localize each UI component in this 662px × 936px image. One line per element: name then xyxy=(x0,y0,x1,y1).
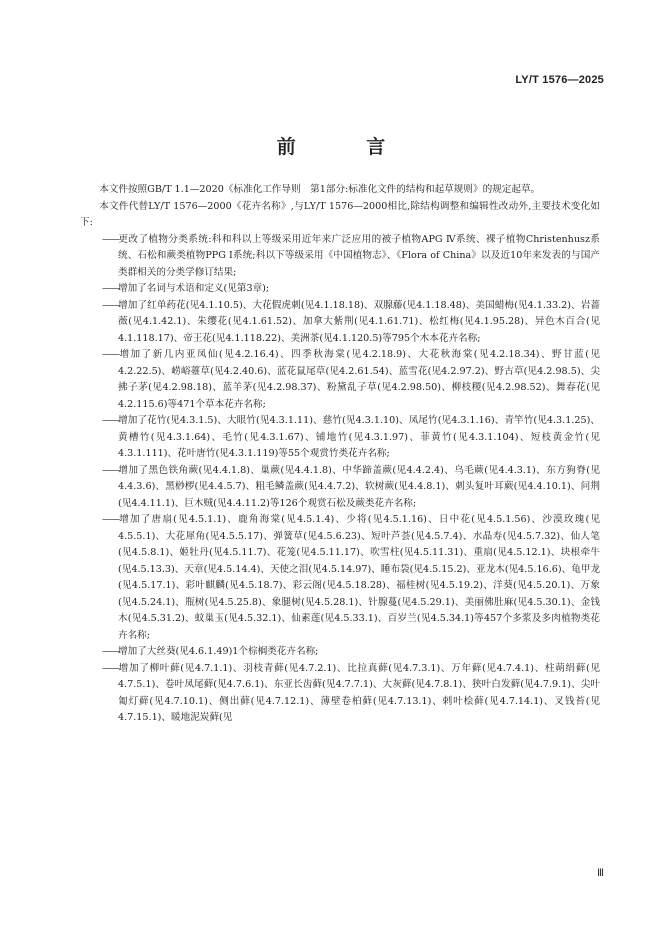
change-item-text: 更改了植物分类系统:科和科以上等级采用近年来广泛应用的被子植物APG Ⅳ系统、裸子植物Christenhusz系统、石松和蕨类植物PPG Ⅰ系统;科以下等级采用《中国植物志》、《Flora of China》以及近10年来发表的与国产类群相关的分类学修订结果; xyxy=(118,233,600,278)
intro-paragraph: 本文件按照GB/T 1.1—2020《标准化工作导则 第1部分:标准化文件的结构和起草规则》的规定起草。 xyxy=(99,184,541,195)
change-item-text: 增加了柳叶藓(见4.7.1.1)、羽枝青藓(见4.7.2.1)、比拉真藓(见4.7.3.1)、万年藓(见4.7.4.1)、柱蒴绢藓(见4.7.5.1)、卷叶凤尾藓(见4.7.6.1)、东亚长齿藓(见4.7.7.1)、大灰藓(见4.7.8.1)、狭叶白发藓(见4.7.9.1)、尖叶匍灯藓(见4.7.10.1)、侧出藓(见4.7.12.1)、薄壁卷柏藓(见4.7.13.1)、剌叶桧藓(见4.7.14.1)、叉钱苔(见4.7.15.1)、暖地泥炭藓(见 xyxy=(118,662,600,723)
list-dash: —— xyxy=(102,283,120,294)
list-dash: —— xyxy=(102,299,120,311)
list-dash: —— xyxy=(102,646,120,657)
change-item-text: 增加了名词与术语和定义(见第3章); xyxy=(118,283,270,294)
document-body xyxy=(80,182,600,727)
change-item xyxy=(80,644,600,661)
change-item-text: 增加了红单药花(见4.1.10.5)、大花假虎刺(见4.1.18.18)、双腺藤(见4.1.18.48)、美国蜡梅(见4.1.33.2)、岩蔷薇(见4.1.42.1)、朱缨花(见4.1.61.52)、加拿大紫荆(见4.1.61.71)、松红梅(见4.1.95.28)、异色木百合(见4.1.118.17)、帝王花(见4.1.118.22)、美洲茶(见4.1.120.5)等795个木本花卉名称; xyxy=(118,299,600,344)
change-item xyxy=(80,413,600,463)
list-dash: —— xyxy=(102,662,120,674)
intro-paragraph: 本文件代替LY/T 1576—2000《花卉名称》,与LY/T 1576—2000相比,除结构调整和编辑性改动外,主要技术变化如下: xyxy=(80,200,600,228)
change-item xyxy=(80,298,600,348)
change-item xyxy=(80,661,600,727)
change-item-text: 增加了新几内亚凤仙(见4.2.16.4)、四季秋海棠(见4.2.18.9)、大花秋海棠(见4.2.18.34)、野甘蓝(见4.2.22.5)、崂峪薹草(见4.2.40.6)、蓝花鼠尾草(见4.2.61.54)、蓝雪花(见4.2.97.2)、野古草(见4.2.98.5)、尖拂子茅(见4.2.98.18)、蓝羊茅(见4.2.98.37)、粉黛乱子草(见4.2.98.50)、柳枝稷(见4.2.98.52)、舞春花(见4.2.115.6)等471个草本花卉名称; xyxy=(118,349,600,410)
change-item xyxy=(80,232,600,282)
change-item xyxy=(80,463,600,513)
change-item-text: 增加了花竹(见4.3.1.5)、大眼竹(见4.3.1.11)、慈竹(见4.3.1.10)、凤尾竹(见4.3.1.16)、青竿竹(见4.3.1.25)、黄槽竹(见4.3.1.64)、毛竹(见4.3.1.67)、铺地竹(见4.3.1.97)、菲黄竹(见4.3.1.104)、短枝黄金竹(见4.3.1.111)、花叶唐竹(见4.3.1.119)等55个观赏竹类花卉名称; xyxy=(118,415,600,459)
page-title: 前 言 xyxy=(276,136,418,158)
list-dash: —— xyxy=(102,514,120,525)
change-list xyxy=(80,232,600,727)
list-dash: —— xyxy=(102,464,120,476)
list-dash: —— xyxy=(102,233,120,245)
change-item-text: 增加了唐扇(见4.5.1.1)、鹿角海棠(见4.5.1.4)、少将(见4.5.1.16)、日中花(见4.5.1.56)、沙漠玫瑰(见4.5.5.1)、大花犀角(见4.5.5.17)、弹簧草(见4.5.6.23)、短叶芦荟(见4.5.7.4)、水晶寿(见4.5.7.32)、仙人笔(见4.5.8.1)、姬牡丹(见4.5.11.7)、花笼(见4.5.11.17)、吹雪柱(见4.5.11.31)、重扇(见4.5.12.1)、块根牵牛(见4.5.13.3)、天章(见4.5.14.4)、天使之泪(见4.5.14.97)、睡布袋(见4.5.15.2)、亚龙木(见4.5.16.6)、龟甲龙(见4.5.17.1)、彩叶麒麟(见4.5.18.7)、彩云阁(见4.5.18.28)、福桂树(见4.5.19.2)、洋葵(见4.5.20.1)、万象(见4.5.24.1)、瓶树(见4.5.25.8)、象腿树(见4.5.28.1)、针腺蔓(见4.5.29.1)、美丽佛肚麻(见4.5.30.1)、金钱木(见4.5.31.2)、蚊巢玉(见4.5.32.1)、仙素莲(见4.5.33.1)、百岁兰(见4.5.34.1)等457个多浆及多肉植物类花卉名称; xyxy=(118,514,600,641)
list-dash: —— xyxy=(102,349,120,360)
change-item-text: 增加了大丝葵(见4.6.1.49)1个棕榈类花卉名称; xyxy=(118,646,319,657)
change-item xyxy=(80,512,600,644)
list-dash: —— xyxy=(102,415,120,426)
standard-code: LY/T 1576—2025 xyxy=(515,74,604,86)
page-number: Ⅲ xyxy=(597,868,604,879)
change-item-text: 增加了黑色铁角蕨(见4.4.1.8)、巢蕨(见4.4.1.8)、中华蹄盖蕨(见4.4.2.4)、乌毛蕨(见4.4.3.1)、东方狗脊(见4.4.3.6)、黑桫椤(见4.4.5.7)、粗毛鳞盖蕨(见4.4.7.2)、软树蕨(见4.4.8.1)、刺头复叶耳蕨(见4.4.10.1)、问荆(见4.4.11.1)、巨木贼(见4.4.11.2)等126个观赏石松及蕨类花卉名称; xyxy=(118,464,600,509)
change-item xyxy=(80,281,600,298)
change-item xyxy=(80,347,600,413)
